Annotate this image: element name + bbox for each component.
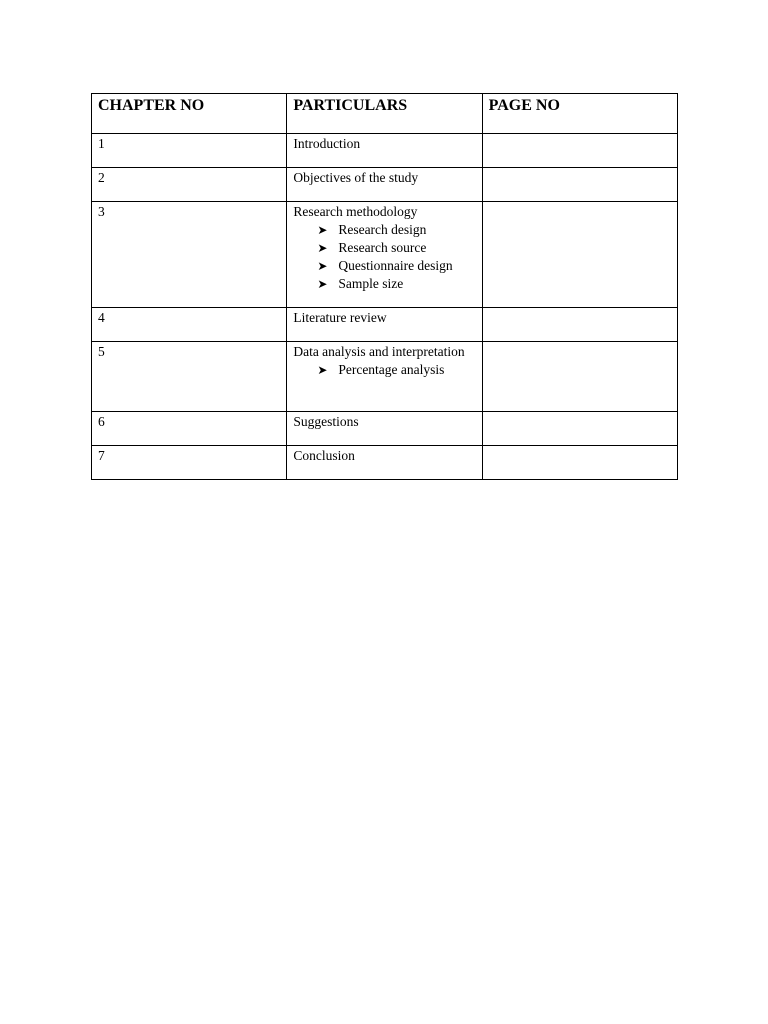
subitem-label: Research source <box>338 240 427 255</box>
chapter-title: Research methodology <box>293 204 418 219</box>
subitem-label: Questionnaire design <box>338 258 453 273</box>
table-row <box>92 308 678 342</box>
page-number <box>482 168 677 202</box>
table-row <box>92 168 678 202</box>
list-item <box>317 221 475 239</box>
table-of-contents <box>91 93 678 480</box>
table-row <box>92 202 678 308</box>
chapter-title: Data analysis and interpretation <box>293 344 465 359</box>
list-item <box>317 361 475 379</box>
chapter-number: 6 <box>92 412 287 446</box>
page-number <box>482 308 677 342</box>
subitem-list <box>293 361 475 379</box>
subitem-label: Research design <box>338 222 427 237</box>
list-item <box>317 257 475 275</box>
chapter-title: Introduction <box>287 134 482 168</box>
subitem-label: Sample size <box>338 276 404 291</box>
list-item <box>317 239 475 257</box>
page-number <box>482 134 677 168</box>
chapter-number: 2 <box>92 168 287 202</box>
subitem-label: Percentage analysis <box>338 362 445 377</box>
chapter-particulars-cell <box>287 202 482 308</box>
arrowhead-bullet-icon: ➤ <box>317 223 328 237</box>
list-item <box>317 275 475 293</box>
table-row <box>92 134 678 168</box>
chapter-number: 3 <box>92 202 287 308</box>
arrowhead-bullet-icon: ➤ <box>317 259 328 273</box>
chapter-number: 1 <box>92 134 287 168</box>
arrowhead-bullet-icon: ➤ <box>317 363 328 377</box>
chapter-particulars-cell <box>287 342 482 412</box>
page-number <box>482 202 677 308</box>
page-number <box>482 342 677 412</box>
header-row <box>92 94 678 134</box>
page-number <box>482 412 677 446</box>
arrowhead-bullet-icon: ➤ <box>317 241 328 255</box>
subitem-list <box>293 221 475 293</box>
page-number <box>482 446 677 480</box>
chapter-number: 4 <box>92 308 287 342</box>
header-particulars: PARTICULARS <box>287 94 482 134</box>
arrowhead-bullet-icon: ➤ <box>317 277 328 291</box>
chapter-number: 7 <box>92 446 287 480</box>
table-row <box>92 342 678 412</box>
chapter-title: Suggestions <box>287 412 482 446</box>
chapter-title: Conclusion <box>287 446 482 480</box>
table-row <box>92 446 678 480</box>
header-chapter-no: CHAPTER NO <box>92 94 287 134</box>
table-row <box>92 412 678 446</box>
chapter-number: 5 <box>92 342 287 412</box>
header-page-no: PAGE NO <box>482 94 677 134</box>
chapter-title: Literature review <box>287 308 482 342</box>
chapter-title: Objectives of the study <box>287 168 482 202</box>
